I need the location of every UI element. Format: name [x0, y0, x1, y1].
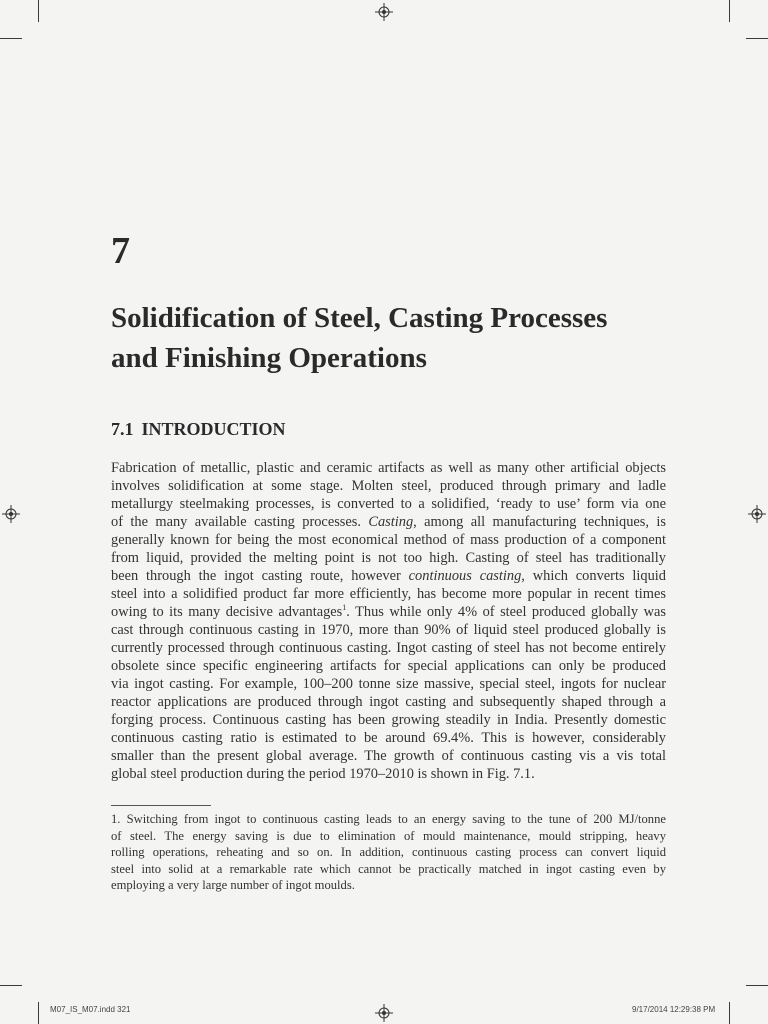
registration-mark-right-icon	[748, 505, 766, 523]
footnote-reference: 1	[342, 603, 347, 613]
body-line-text: . Thus while only 4% of steel produced globally was	[346, 604, 666, 620]
body-line: continuous casting ratio is estimated to be around 69.4%. This is however, considerably	[111, 730, 666, 746]
chapter-number: 7	[111, 230, 130, 272]
crop-mark-top-left	[38, 0, 39, 22]
body-line: involves solidification at some stage. Molten steel, produced through primary and ladle	[111, 478, 666, 494]
body-line: obsolete since specific engineering artifacts for special applications can only be produced	[111, 658, 666, 674]
footnote-line: of steel. The energy saving is due to elimination of mould maintenance, mould stripping, heavy	[111, 828, 666, 843]
emphasis-continuous-casting: continuous casting	[408, 568, 522, 584]
chapter-title-line: and Finishing Operations	[111, 342, 427, 374]
footnote-divider	[111, 805, 211, 806]
section-number: 7.1	[111, 419, 134, 439]
body-paragraph	[111, 459, 666, 783]
body-line: global steel production during the period 1970–2010 is shown in Fig. 7.1.	[111, 766, 535, 782]
emphasis-casting: Casting	[368, 514, 414, 530]
chapter-title	[111, 298, 711, 378]
body-line-text: , which converts liquid	[521, 568, 666, 584]
slug-file-info: M07_IS_M07.indd 321	[50, 1005, 131, 1014]
body-line-text: , among all manufacturing techniques, is	[413, 514, 666, 530]
footnote-line: rolling operations, reheating and so on. In addition, continuous casting process can convert liquid	[111, 845, 666, 859]
footnote-line: 1. Switching from ingot to continuous casting leads to an energy saving to the tune of 200 MJ/tonne	[111, 812, 666, 826]
body-line: currently processed through continuous casting. Ingot casting of steel has not become entirely	[111, 640, 666, 656]
crop-mark-top-left-h	[0, 38, 22, 39]
section-heading	[111, 420, 286, 438]
body-line	[111, 513, 666, 531]
body-line: forging process. Continuous casting has been growing steadily in India. Presently domestic	[111, 712, 666, 728]
body-line	[111, 603, 666, 621]
body-line: Fabrication of metallic, plastic and ceramic artifacts as well as many other artificial objects	[111, 460, 666, 476]
registration-mark-top-icon	[375, 3, 393, 21]
body-line: generally known for being the most economical method of mass production of a component	[111, 532, 666, 548]
footnote-line: steel into solid at a remarkable rate which cannot be practically matched in ingot casting even by	[111, 861, 666, 876]
body-line-text: owing to its many decisive advantages	[111, 604, 343, 620]
crop-mark-bottom-right-h	[746, 985, 768, 986]
footnote-line: employing a very large number of ingot moulds.	[111, 878, 355, 892]
body-line: smaller than the present global average. The growth of continuous casting vis a vis total	[111, 748, 666, 764]
body-line: steel into a solidified product far more efficiently, has become more popular in recent times	[111, 586, 666, 602]
body-line-text: of the many available casting processes.	[111, 514, 369, 530]
registration-mark-bottom-icon	[375, 1004, 393, 1022]
body-line: from liquid, provided the melting point is not too high. Casting of steel has traditionally	[111, 550, 666, 566]
body-line-text: been through the ingot casting route, however	[111, 568, 409, 584]
section-title: INTRODUCTION	[141, 419, 286, 439]
crop-mark-bottom-right	[729, 1002, 730, 1024]
body-line: via ingot casting. For example, 100–200 tonne size massive, special steel, ingots for nuclear	[111, 676, 666, 692]
body-line: cast through continuous casting in 1970, more than 90% of liquid steel produced globally is	[111, 622, 666, 638]
body-line: metallurgy steelmaking processes, is converted to a solidified, ‘ready to use’ form via one	[111, 496, 666, 512]
crop-mark-bottom-left	[38, 1002, 39, 1024]
crop-mark-bottom-left-h	[0, 985, 22, 986]
footnote	[111, 811, 666, 894]
chapter-title-line: Solidification of Steel, Casting Processes	[111, 302, 608, 334]
crop-mark-top-right-h	[746, 38, 768, 39]
slug-date-info: 9/17/2014 12:29:38 PM	[632, 1005, 716, 1014]
body-line: reactor applications are produced through ingot casting and subsequently shaped through a	[111, 694, 666, 710]
body-line	[111, 567, 666, 585]
registration-mark-left-icon	[2, 505, 20, 523]
crop-mark-top-right	[729, 0, 730, 22]
